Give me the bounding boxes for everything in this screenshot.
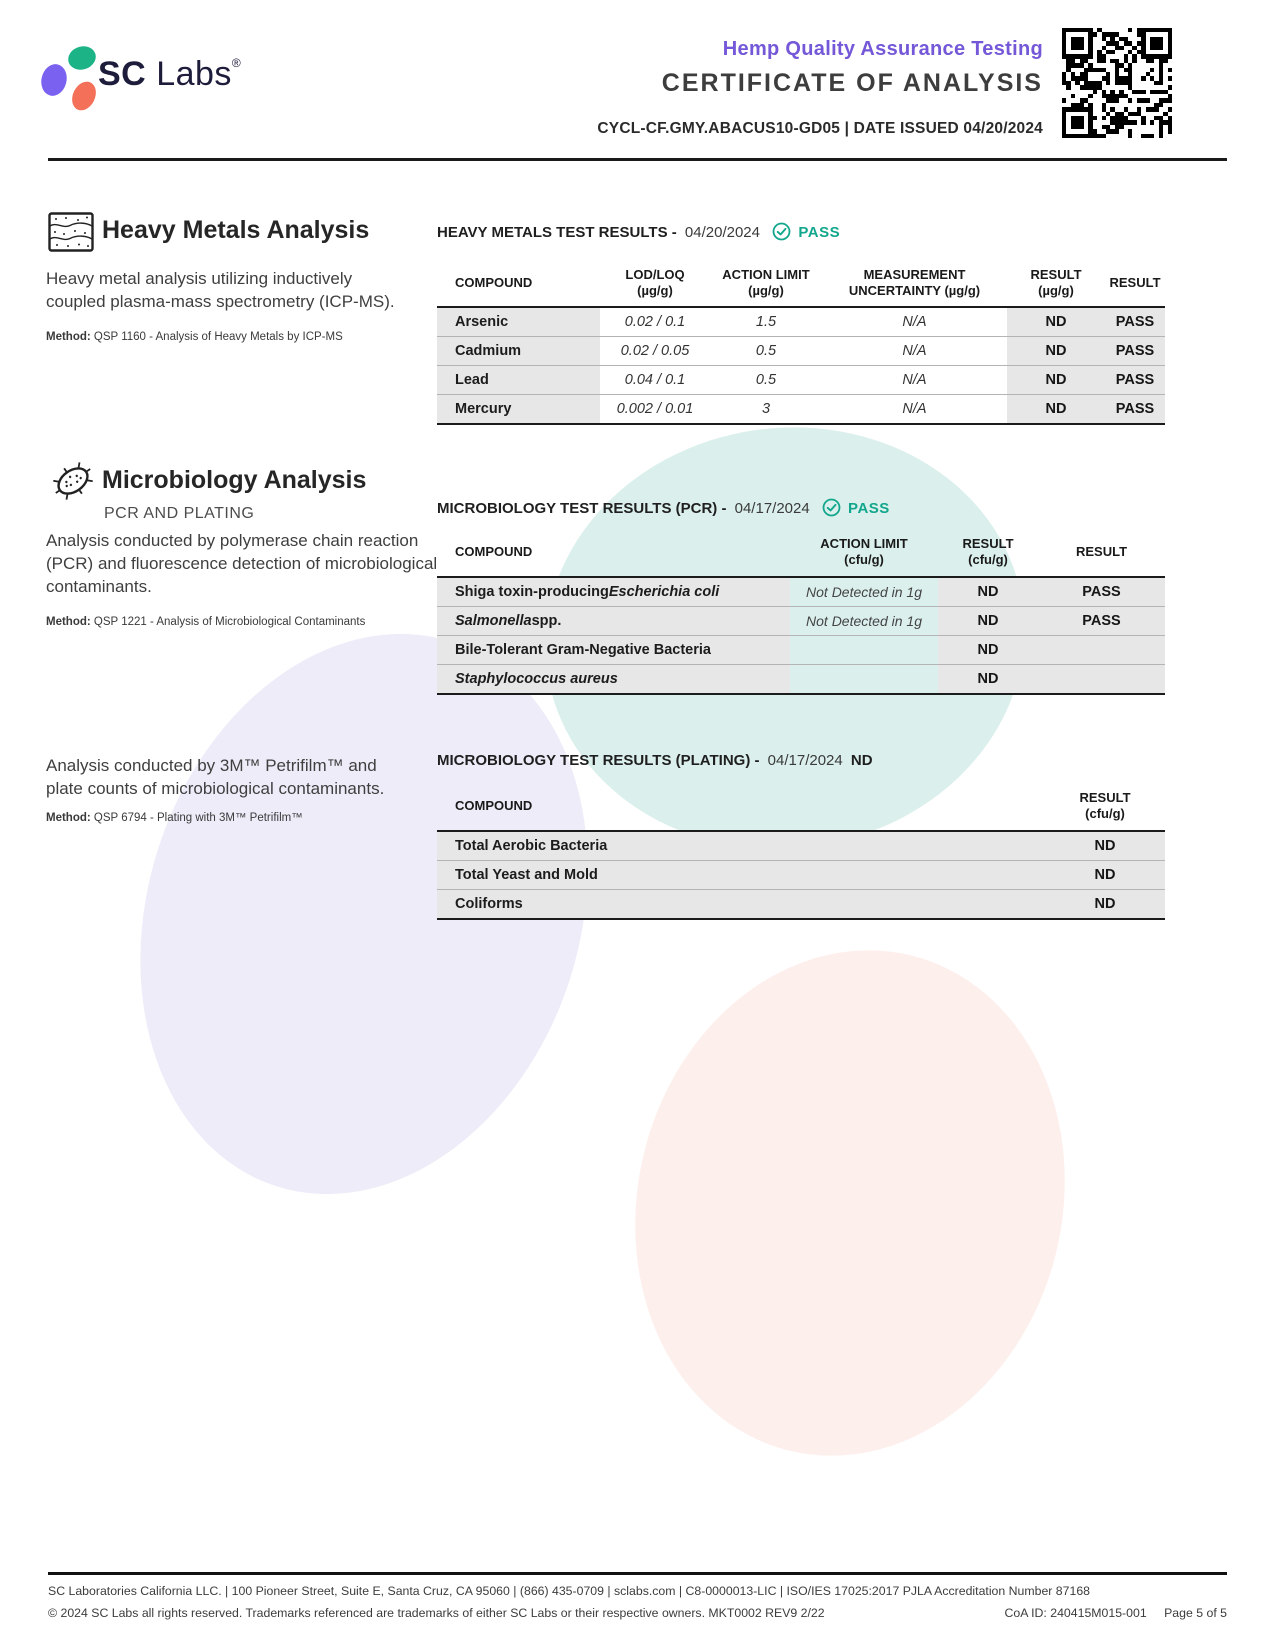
lodloq-cell: 0.02 / 0.05 <box>620 343 690 359</box>
registered-mark: ® <box>231 56 242 70</box>
method-label: Method: <box>46 812 91 824</box>
result-cell: ND <box>1045 832 1165 860</box>
document-title: CERTIFICATE OF ANALYSIS <box>661 69 1043 97</box>
hm-col-lodloq: LOD/LOQ (µg/g) <box>625 266 685 298</box>
pcr-header-row <box>437 528 1165 578</box>
result-cell: ND <box>1007 308 1105 336</box>
pcr-table-title <box>437 498 890 517</box>
uncertainty-cell: N/A <box>902 314 927 330</box>
copyright-text: © 2024 SC Labs all rights reserved. Trademarks referenced are trademarks of either SC Labs or their respective owners. MKT0002 REV9 2/22 <box>48 1606 825 1620</box>
plating-col-result: RESULT (cfu/g) <box>1079 789 1131 821</box>
heavy-metals-description: Heavy metal analysis utilizing inductively coupled plasma-mass spectrometry (ICP-MS). <box>46 269 395 311</box>
sclabs-logo-text <box>98 55 241 94</box>
sample-id-line: CYCL-CF.GMY.ABACUS10-GD05 | DATE ISSUED 04/20/2024 <box>597 120 1043 137</box>
compound-cell: Shiga toxin-producing Escherichia coli <box>437 578 790 606</box>
hm-table-status: PASS <box>798 224 841 241</box>
action-limit-cell: 3 <box>761 401 771 417</box>
hm-table-title-text: HEAVY METALS TEST RESULTS - <box>437 224 677 241</box>
pcr-col-compound: COMPOUND <box>455 543 533 559</box>
status-cell <box>1038 665 1165 693</box>
status-cell: PASS <box>1105 308 1165 336</box>
table-row <box>437 664 1165 693</box>
plating-table-date: 04/17/2024 <box>767 752 843 769</box>
lodloq-cell: 0.02 / 0.1 <box>624 314 686 330</box>
sclabs-logo-icon <box>40 40 104 118</box>
table-row <box>437 860 1165 889</box>
compound-cell: Staphylococcus aureus <box>437 665 790 693</box>
hm-col-uncertainty: MEASUREMENT UNCERTAINTY (µg/g) <box>848 266 981 298</box>
method-text: QSP 1221 - Analysis of Microbiological Contaminants <box>93 616 366 628</box>
result-cell: ND <box>1007 337 1105 365</box>
status-cell: PASS <box>1105 395 1165 423</box>
pcr-table-title-text: MICROBIOLOGY TEST RESULTS (PCR) - <box>437 500 727 517</box>
result-cell: ND <box>1007 395 1105 423</box>
compound-cell: Total Aerobic Bacteria <box>437 832 1045 860</box>
uncertainty-cell: N/A <box>902 343 927 359</box>
result-cell: ND <box>938 607 1038 635</box>
table-row <box>437 832 1165 860</box>
action-limit-cell: 1.5 <box>755 314 777 330</box>
uncertainty-cell: N/A <box>902 372 927 388</box>
heavy-metals-icon <box>48 212 94 252</box>
pcr-col-action-limit: ACTION LIMIT (cfu/g) <box>820 535 908 567</box>
heavy-metals-section-title: Heavy Metals Analysis <box>102 216 370 244</box>
pcr-table <box>437 528 1165 695</box>
heavy-metals-table-title <box>437 222 840 241</box>
table-row <box>437 336 1165 365</box>
action-limit-cell: Not Detected in 1g <box>806 613 922 629</box>
compound-cell: Salmonella spp. <box>437 607 790 635</box>
logo-labs: Labs <box>156 55 232 93</box>
method-text: QSP 1160 - Analysis of Heavy Metals by ICP-MS <box>93 331 343 343</box>
plating-col-compound: COMPOUND <box>455 797 533 813</box>
method-text: QSP 6794 - Plating with 3M™ Petrifilm™ <box>93 812 303 824</box>
pass-check-icon <box>772 222 791 241</box>
plating-table-title <box>437 752 873 769</box>
table-row <box>437 308 1165 336</box>
pass-check-icon <box>822 498 841 517</box>
header-titles <box>423 38 1043 138</box>
pcr-table-status: PASS <box>848 500 890 517</box>
table-row <box>437 394 1165 423</box>
compound-cell: Coliforms <box>437 890 1045 918</box>
compound-cell: Lead <box>437 366 600 394</box>
microbe-icon <box>44 452 102 510</box>
table-row <box>437 606 1165 635</box>
compound-cell: Mercury <box>437 395 600 423</box>
footer-divider <box>48 1572 1227 1575</box>
status-cell: PASS <box>1105 337 1165 365</box>
heavy-metals-table <box>437 260 1165 425</box>
action-limit-cell: 0.5 <box>755 343 777 359</box>
plating-table <box>437 782 1165 920</box>
microbiology-section-subtitle: PCR AND PLATING <box>104 505 255 522</box>
hm-col-compound: COMPOUND <box>455 274 533 290</box>
table-row <box>437 635 1165 664</box>
hm-col-result: RESULT (µg/g) <box>1030 266 1082 298</box>
pcr-table-body <box>437 578 1165 695</box>
status-cell <box>1038 636 1165 664</box>
compound-cell: Arsenic <box>437 308 600 336</box>
pcr-col-result2: RESULT <box>1075 543 1128 559</box>
table-row <box>437 578 1165 606</box>
plating-description: Analysis conducted by 3M™ Petrifilm™ and plate counts of microbiological contaminants. <box>46 756 385 798</box>
pcr-col-result: RESULT (cfu/g) <box>962 535 1014 567</box>
table-row <box>437 365 1165 394</box>
table-row <box>437 889 1165 918</box>
result-cell: ND <box>938 636 1038 664</box>
microbiology-section-title: Microbiology Analysis <box>102 466 367 494</box>
footer-coa-page <box>990 1606 1227 1620</box>
action-limit-cell <box>790 636 938 664</box>
action-limit-cell: Not Detected in 1g <box>806 584 922 600</box>
qr-code <box>1062 28 1172 138</box>
microbiology-description: Analysis conducted by polymerase chain reaction (PCR) and fluorescence detection of microbiological contaminants. <box>46 531 438 596</box>
compound-cell: Total Yeast and Mold <box>437 861 1045 889</box>
lodloq-cell: 0.04 / 0.1 <box>624 372 686 388</box>
heavy-metals-method <box>46 331 343 343</box>
result-cell: ND <box>938 665 1038 693</box>
hm-col-result2: RESULT <box>1109 274 1161 290</box>
hm-table-date: 04/20/2024 <box>684 224 760 241</box>
plating-table-body <box>437 832 1165 920</box>
program-title: Hemp Quality Assurance Testing <box>722 38 1043 60</box>
method-label: Method: <box>46 616 91 628</box>
plating-table-title-text: MICROBIOLOGY TEST RESULTS (PLATING) - <box>437 752 760 769</box>
page-number: Page 5 of 5 <box>1164 1606 1227 1620</box>
header-divider <box>48 158 1227 161</box>
pcr-table-date: 04/17/2024 <box>734 500 810 517</box>
plating-method <box>46 812 303 824</box>
result-cell: ND <box>1045 890 1165 918</box>
uncertainty-cell: N/A <box>902 401 927 417</box>
compound-cell: Bile-Tolerant Gram-Negative Bacteria <box>437 636 790 664</box>
plating-header-row <box>437 782 1165 832</box>
action-limit-cell <box>790 665 938 693</box>
hm-header-row <box>437 260 1165 308</box>
coa-id: CoA ID: 240415M015-001 <box>1004 1606 1147 1620</box>
status-cell: PASS <box>1038 607 1165 635</box>
method-label: Method: <box>46 331 91 343</box>
result-cell: ND <box>938 578 1038 606</box>
logo-sc: SC <box>98 55 147 93</box>
footer-legal <box>48 1606 1227 1620</box>
status-cell: PASS <box>1038 578 1165 606</box>
action-limit-cell: 0.5 <box>755 372 777 388</box>
plating-table-status: ND <box>850 752 873 769</box>
result-cell: ND <box>1045 861 1165 889</box>
hm-col-action-limit: ACTION LIMIT (µg/g) <box>722 266 810 298</box>
result-cell: ND <box>1007 366 1105 394</box>
lodloq-cell: 0.002 / 0.01 <box>616 401 694 417</box>
hm-table-body <box>437 308 1165 425</box>
footer-lab-info: SC Laboratories California LLC. | 100 Pioneer Street, Suite E, Santa Cruz, CA 95060 | (866) 435-0709 | sclabs.com | C8-0000013-LIC | ISO/IES 17025:2017 PJLA Accreditation Number 87168 <box>48 1584 1090 1598</box>
microbiology-method <box>46 616 365 628</box>
compound-cell: Cadmium <box>437 337 600 365</box>
status-cell: PASS <box>1105 366 1165 394</box>
